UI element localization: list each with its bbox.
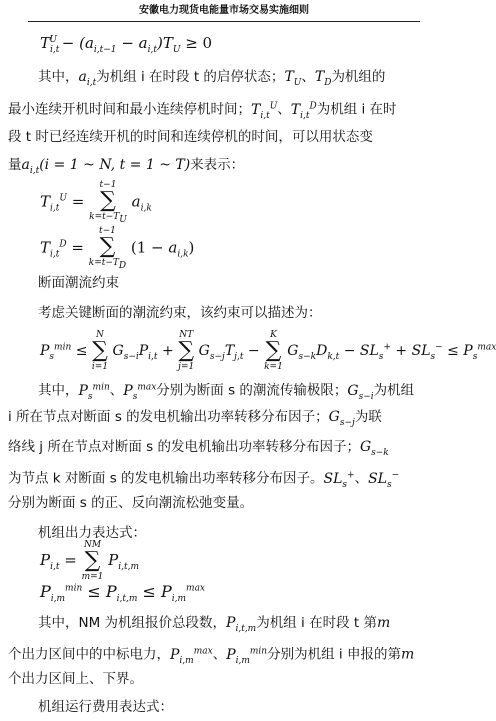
paragraph-line: 考虑关键断面的潮流约束，该约束可以描述为： (38, 305, 322, 321)
paragraph-line: 其中，$a_{i,t}$为机组 i 在时段 t 的启停状态；$T_U$、$T_D$为机组的 (38, 69, 386, 88)
equation-unit-output: $P_{i,t}$ = NM ∑ m=1 $P_{i,t,m}$ (40, 540, 140, 582)
equation-output-bounds: $P_{i,m}^{min} \le P_{i,t,m} \le P_{i,m}^{max}$ (40, 582, 206, 605)
document-header: 安徽电力现货电能量市场交易实施细则 (139, 5, 309, 16)
paragraph-line: 分别为断面 s 的正、反向潮流松弛变量。 (8, 495, 254, 511)
paragraph-line: 个出力区间上、下界。 (8, 671, 143, 687)
paragraph-line: 络线 j 所在节点对断面 s 的发电机输出功率转移分布因子；$G_{s-k}$ (8, 439, 389, 458)
paragraph-line: 其中，NM 为机组报价总段数，$P_{i,t,m}$为机组 i 在时段 t 第m (38, 615, 391, 634)
header-rule (28, 21, 420, 22)
paragraph-line: 量$a_{i,t}(i = 1$ ~ N, t = 1 ~ T)来表示： (8, 157, 245, 176)
paragraph-line: 个出力区间中的中标电力，$P_{i,m}^{max}$、$P_{i,m}^{min}$分别为机组 i 申报的第m (8, 646, 415, 666)
equation-section-flow: $P_s^{min}$ ≤ N ∑ i=1 $G_{s-i}P_{i,t}$ + NT ∑ j=1 $G_{s-j}T_{j,t}$ − K ∑ k=1 $G_{s-k}D_{k,t} - SL_s^+ + SL_s^- \le P_s^{max}$ (40, 330, 496, 372)
paragraph-line: i 所在节点对断面 s 的发电机输出功率转移分布因子；$G_{s-j}$为联 (8, 409, 382, 428)
paragraph-line: 最小连续开机时间和最小连续停机时间；$T_{i,t}^U$、$T_{i,t}^D$为机组 i 在时 (8, 101, 397, 121)
section-title: 断面潮流约束 (38, 275, 119, 291)
equation-startup-constraint: $T_{i,t}^U - (a_{i,t-1} - a_{i,t})T_U \ge 0$ (40, 34, 213, 55)
section-title: 机组运行费用表达式： (38, 699, 173, 715)
equation-tu: $T_{i,t}^U$ = t−1 ∑ $k=t-T_U$ $a_{i,k}$ (40, 180, 152, 225)
paragraph-line: 其中，$P_s^{min}$、$P_s^{max}$分别为断面 s 的潮流传输极限；$G_{s-i}$为机组 (38, 382, 415, 402)
equation-td: $T_{i,t}^D$ = t−1 ∑ $k=t-T_D$ $(1 - a_{i,k})$ (40, 226, 195, 271)
section-title: 机组出力表达式： (38, 525, 146, 541)
watermark: · (227, 59, 236, 72)
paragraph-line: 段 t 时已经连续开机的时间和连续停机的时间，可以用状态变 (8, 129, 373, 145)
paragraph-line: 为节点 k 对断面 s 的发电机输出功率转移分布因子。$SL_s^+$、$SL_s^-$ (8, 470, 400, 490)
